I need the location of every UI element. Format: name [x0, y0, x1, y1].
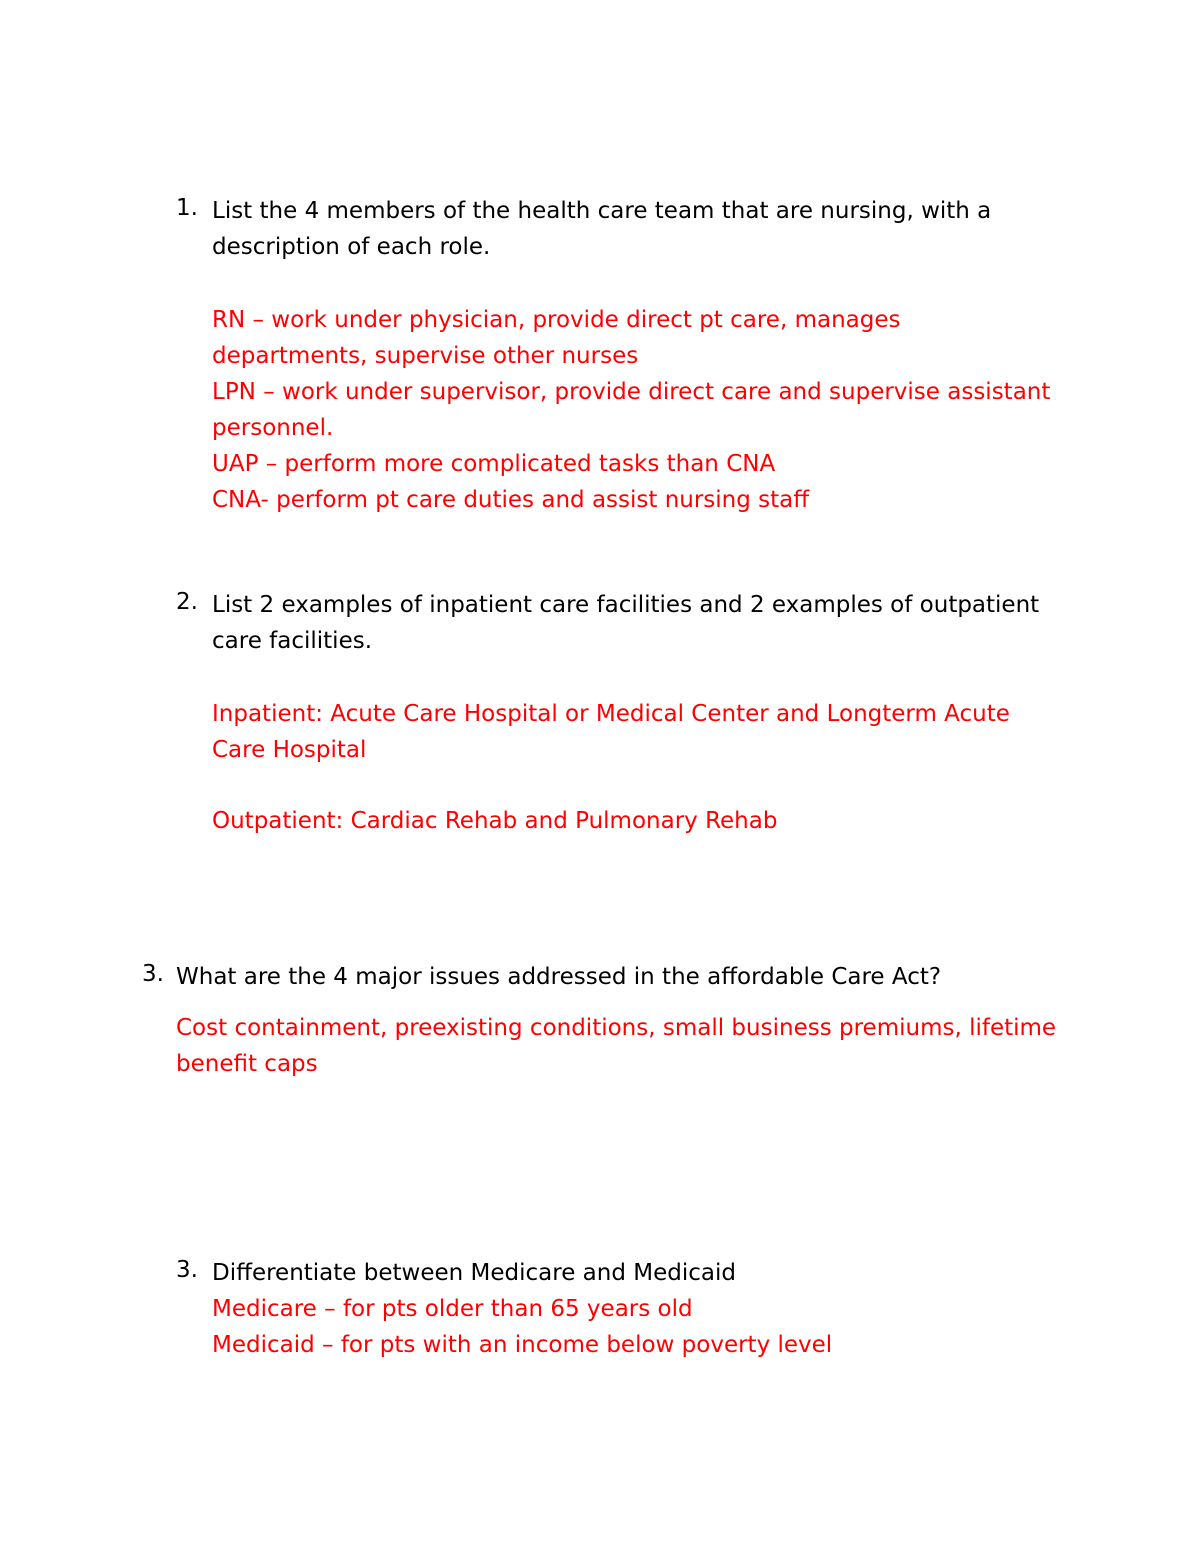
question-prompt — [212, 587, 1039, 659]
answer-line: UAP – perform more complicated tasks than CNA — [212, 451, 776, 477]
answer-line: Medicaid – for pts with an income below poverty level — [212, 1332, 833, 1358]
answer-line: departments, supervise other nurses — [212, 343, 639, 369]
question-prompt — [176, 959, 941, 995]
answer-line: Inpatient: Acute Care Hospital or Medical Center and Longterm Acute — [212, 701, 1010, 727]
answer-line: RN – work under physician, provide direct pt care, manages — [212, 307, 901, 333]
question-number: 2. — [176, 589, 198, 615]
prompt-line: Differentiate between Medicare and Medicaid — [212, 1260, 736, 1286]
answer-line: personnel. — [212, 415, 334, 441]
answer-block — [212, 696, 1010, 768]
question-number: 3. — [176, 1257, 198, 1283]
prompt-line: description of each role. — [212, 234, 491, 260]
answer-line: benefit caps — [176, 1051, 318, 1077]
answer-line: Medicare – for pts older than 65 years old — [212, 1296, 693, 1322]
answer-block — [176, 1010, 1056, 1082]
question-prompt — [212, 193, 991, 265]
prompt-line: List the 4 members of the health care team that are nursing, with a — [212, 198, 992, 224]
question-number: 1. — [176, 195, 198, 221]
answer-line: Care Hospital — [212, 737, 367, 763]
answer-line: Cost containment, preexisting conditions, small business premiums, lifetime — [176, 1015, 1057, 1041]
answer-block — [212, 803, 777, 839]
answer-line: Outpatient: Cardiac Rehab and Pulmonary Rehab — [212, 808, 778, 834]
prompt-line: What are the 4 major issues addressed in the affordable Care Act? — [176, 964, 942, 990]
prompt-line: List 2 examples of inpatient care facilities and 2 examples of outpatient — [212, 592, 1040, 618]
answer-line: CNA- perform pt care duties and assist nursing staff — [212, 487, 810, 513]
answer-line: LPN – work under supervisor, provide direct care and supervise assistant — [212, 379, 1051, 405]
question-prompt — [212, 1255, 736, 1291]
answer-block — [212, 1291, 832, 1363]
question-number: 3. — [142, 961, 164, 987]
prompt-line: care facilities. — [212, 628, 373, 654]
answer-block — [212, 302, 1050, 518]
